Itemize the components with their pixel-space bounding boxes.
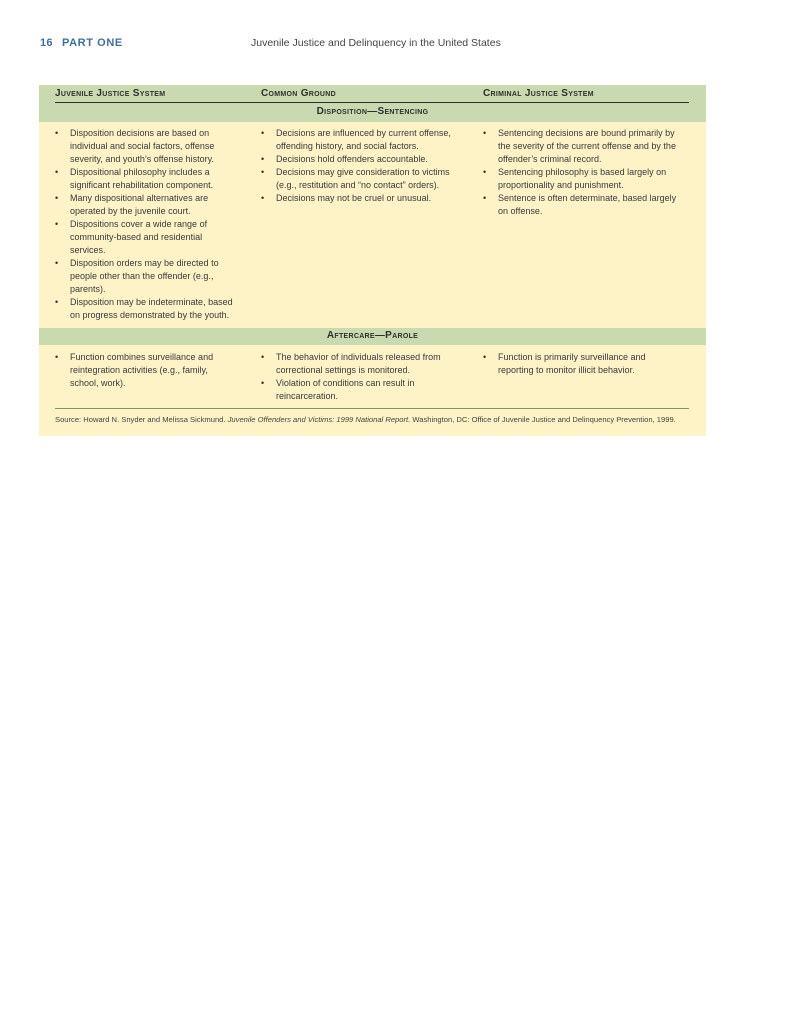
list-item: • Sentence is often determinate, based largely on offense.: [483, 192, 688, 218]
list-item: • Disposition may be indeterminate, based on progress demonstrated by the youth.: [55, 296, 235, 322]
list-item: • Dispositional philosophy includes a significant rehabilitation component.: [55, 166, 235, 192]
aftercare-criminal-list: [483, 351, 663, 377]
list-item: • Disposition orders may be directed to people other than the offender (e.g., parents).: [55, 257, 235, 296]
list-item: • Many dispositional alternatives are operated by the juvenile court.: [55, 192, 235, 218]
section-title-aftercare: Aftercare—Parole: [326, 330, 419, 341]
column-header-common: Common Ground: [261, 88, 336, 99]
aftercare-juvenile-list: [55, 351, 235, 390]
list-item: • Decisions may not be cruel or unusual.: [261, 192, 461, 205]
list-item: • Decisions may give consideration to victims (e.g., restitution and “no contact” orders).: [261, 166, 461, 192]
page-number: 16: [40, 37, 53, 49]
section-band-aftercare: [39, 328, 706, 345]
list-item: • The behavior of individuals released from correctional settings is monitored.: [261, 351, 461, 377]
list-item: • Function is primarily surveillance and reporting to monitor illicit behavior.: [483, 351, 663, 377]
source-rule: [55, 408, 689, 409]
list-item: • Sentencing philosophy is based largely on proportionality and punishment.: [483, 166, 688, 192]
disposition-common-list: [261, 127, 461, 205]
aftercare-common-list: [261, 351, 461, 403]
list-item: • Dispositions cover a wide range of community-based and residential services.: [55, 218, 235, 257]
list-item: • Violation of conditions can result in reincarceration.: [261, 377, 461, 403]
section-title-disposition: Disposition—Sentencing: [316, 106, 429, 117]
column-header-juvenile: Juvenile Justice System: [55, 88, 166, 99]
source-title: Juvenile Offenders and Victims: 1999 National Report.: [227, 415, 411, 424]
list-item: • Disposition decisions are based on individual and social factors, offense severity, and youth’s offense history.: [55, 127, 235, 166]
running-head: [40, 37, 760, 51]
source-suffix: Washington, DC: Office of Juvenile Justice and Delinquency Prevention, 1999.: [410, 415, 676, 424]
header-rule: [55, 102, 689, 103]
source-prefix: Source: Howard N. Snyder and Melissa Sickmund.: [55, 415, 228, 424]
running-title: Juvenile Justice and Delinquency in the United States: [251, 37, 501, 49]
list-item: • Decisions hold offenders accountable.: [261, 153, 461, 166]
list-item: • Decisions are influenced by current offense, offending history, and social factors.: [261, 127, 461, 153]
comparison-table: [39, 85, 706, 436]
part-label: PART ONE: [62, 37, 123, 49]
list-item: • Sentencing decisions are bound primarily by the severity of the current offense and by the offender’s criminal record.: [483, 127, 688, 166]
source-note: [55, 415, 695, 425]
column-header-criminal: Criminal Justice System: [483, 88, 594, 99]
list-item: • Function combines surveillance and reintegration activities (e.g., family, school, work).: [55, 351, 235, 390]
disposition-juvenile-list: [55, 127, 235, 322]
disposition-criminal-list: [483, 127, 688, 218]
table-header-band: [39, 85, 706, 122]
